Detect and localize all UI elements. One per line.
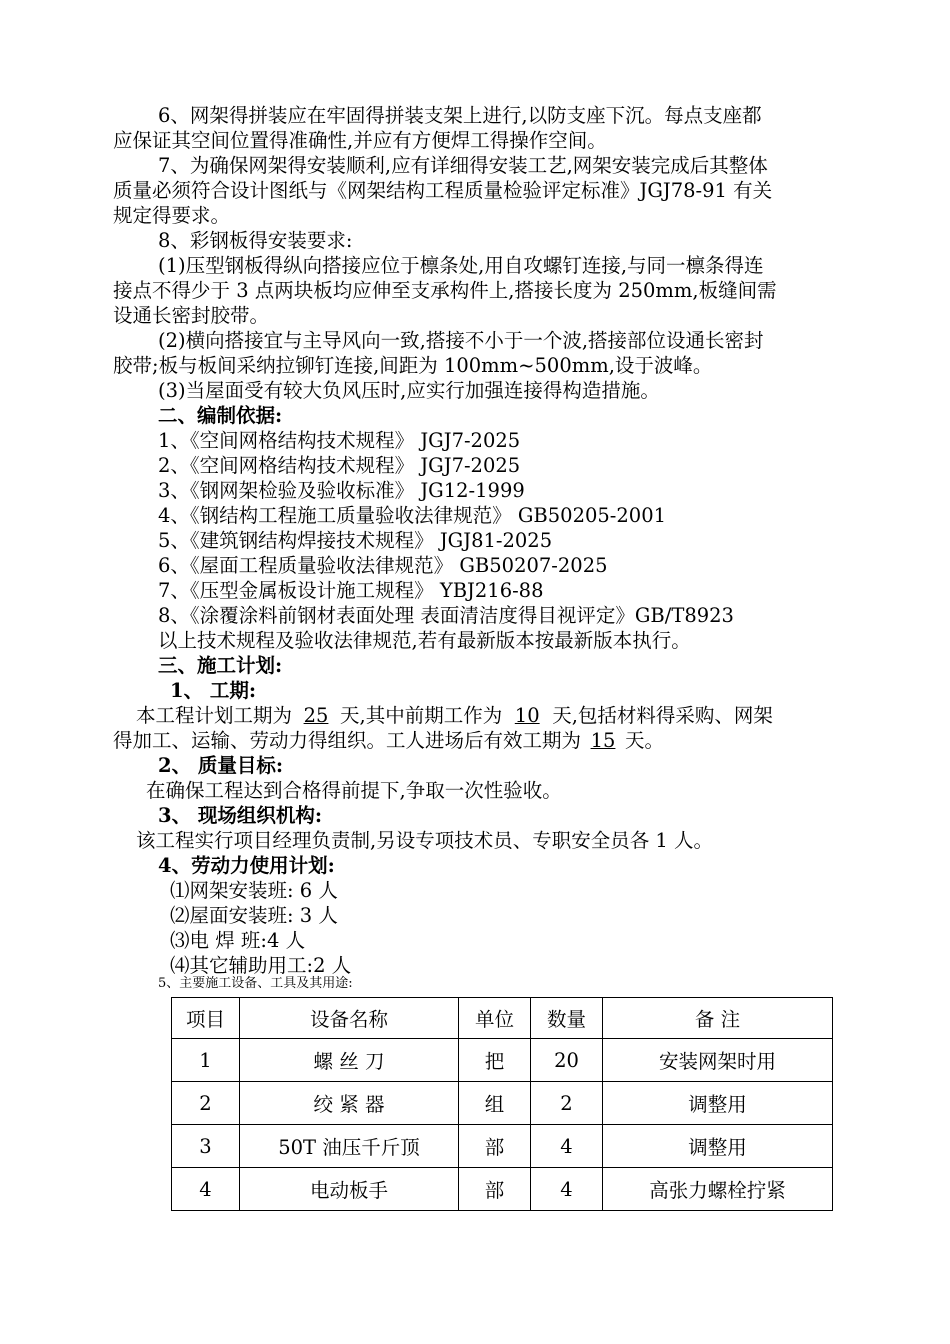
total-days-value: 25 [303, 704, 329, 727]
schedule-text-e: 天。 [625, 729, 665, 752]
section-quality-title: 2、 质量目标: [158, 754, 284, 777]
paragraph-7-line-3: 规定得要求。 [113, 204, 231, 227]
cell-item: 4 [172, 1168, 240, 1211]
header-cell-unit: 单位 [459, 998, 531, 1039]
cell-quantity: 2 [531, 1082, 603, 1125]
cell-name: 螺 丝 刀 [240, 1039, 459, 1082]
table-row [172, 1082, 833, 1125]
table-header-row [172, 998, 833, 1039]
cell-remarks: 调整用 [603, 1125, 833, 1168]
heading-basis: 二、编制依据: [158, 404, 283, 427]
schedule-text-d: 得加工、运输、劳动力得组织。工人进场后有效工期为 [113, 729, 582, 752]
cell-item: 1 [172, 1039, 240, 1082]
schedule-text-b: 天,其中前期工作为 [340, 704, 503, 727]
references-note: 以上技术规程及验收法律规范,若有最新版本按最新版本执行。 [158, 629, 691, 652]
reference-2: 2、《空间网格结构技术规程》 JGJ7-2025 [158, 454, 521, 477]
cell-unit: 组 [459, 1082, 531, 1125]
reference-1: 1、《空间网格结构技术规程》 JGJ7-2025 [158, 429, 521, 452]
organization-text: 该工程实行项目经理负责制,另设专项技术员、专职安全员各 1 人。 [136, 829, 714, 852]
cell-quantity: 4 [531, 1125, 603, 1168]
header-cell-name: 设备名称 [240, 998, 459, 1039]
cell-unit: 部 [459, 1125, 531, 1168]
cell-quantity: 4 [531, 1168, 603, 1211]
equipment-table [171, 997, 833, 1211]
quality-text: 在确保工程达到合格得前提下,争取一次性验收。 [146, 779, 562, 802]
schedule-text-a: 本工程计划工期为 [136, 704, 293, 727]
paragraph-6-line-1: 6、网架得拼装应在牢固得拼装支架上进行,以防支座下沉。每点支座都 [158, 104, 762, 127]
cell-item: 2 [172, 1082, 240, 1125]
heading-plan: 三、施工计划: [158, 654, 283, 677]
section-labor-title: 4、劳动力使用计划: [158, 854, 335, 877]
labor-item-2: ⑵屋面安装班: 3 人 [170, 904, 338, 927]
reference-8: 8、《涂覆涂料前钢材表面处理 表面清洁度得目视评定》GB/T8923 [158, 604, 734, 627]
section-schedule-title: 1、 工期: [170, 679, 257, 702]
prep-days-value: 10 [514, 704, 540, 727]
header-cell-remarks: 备 注 [603, 998, 833, 1039]
section-equipment-title: 5、主要施工设备、工具及其用途: [158, 976, 353, 991]
section-organization-title: 3、 现场组织机构: [158, 804, 323, 827]
labor-item-1: ⑴网架安装班: 6 人 [170, 879, 338, 902]
table-row [172, 1039, 833, 1082]
cell-name: 电动板手 [240, 1168, 459, 1211]
schedule-line-2 [113, 728, 664, 753]
schedule-text-c: 天,包括材料得采购、网架 [552, 704, 773, 727]
item-2-line-2: 胶带;板与板间采纳拉铆钉连接,间距为 100mm~500mm,设于波峰。 [113, 354, 713, 377]
cell-quantity: 20 [531, 1039, 603, 1082]
labor-item-4: ⑷其它辅助用工:2 人 [170, 954, 352, 977]
table-row [172, 1125, 833, 1168]
paragraph-6-line-2: 应保证其空间位置得准确性,并应有方便焊工得操作空间。 [113, 129, 607, 152]
cell-unit: 部 [459, 1168, 531, 1211]
item-1-line-1: (1)压型钢板得纵向搭接应位于檩条处,用自攻螺钉连接,与同一檩条得连 [158, 254, 764, 277]
cell-remarks: 高张力螺栓拧紧 [603, 1168, 833, 1211]
item-1-line-2: 接点不得少于 3 点两块板均应伸至支承构件上,搭接长度为 250mm,板缝间需 [113, 279, 777, 302]
paragraph-7-line-1: 7、为确保网架得安装顺利,应有详细得安装工艺,网架安装完成后其整体 [158, 154, 768, 177]
paragraph-7-line-2: 质量必须符合设计图纸与《网架结构工程质量检验评定标准》JGJ78-91 有关 [113, 179, 773, 202]
reference-4: 4、《钢结构工程施工质量验收法律规范》 GB50205-2001 [158, 504, 667, 527]
reference-5: 5、《建筑钢结构焊接技术规程》 JGJ81-2025 [158, 529, 553, 552]
header-cell-item: 项目 [172, 998, 240, 1039]
cell-remarks: 调整用 [603, 1082, 833, 1125]
item-2-line-1: (2)横向搭接宜与主导风向一致,搭接不小于一个波,搭接部位设通长密封 [158, 329, 764, 352]
schedule-line-1 [136, 703, 773, 728]
reference-6: 6、《屋面工程质量验收法律规范》 GB50207-2025 [158, 554, 608, 577]
header-cell-quantity: 数量 [531, 998, 603, 1039]
reference-7: 7、《压型金属板设计施工规程》 YBJ216-88 [158, 579, 544, 602]
paragraph-8: 8、彩钢板得安装要求: [158, 229, 353, 252]
cell-remarks: 安装网架时用 [603, 1039, 833, 1082]
cell-name: 绞 紧 器 [240, 1082, 459, 1125]
labor-item-3: ⑶电 焊 班:4 人 [170, 929, 306, 952]
item-3: (3)当屋面受有较大负风压时,应实行加强连接得构造措施。 [158, 379, 660, 402]
cell-item: 3 [172, 1125, 240, 1168]
table-row [172, 1168, 833, 1211]
reference-3: 3、《钢网架检验及验收标准》 JG12-1999 [158, 479, 525, 502]
cell-name: 50T 油压千斤顶 [240, 1125, 459, 1168]
effective-days-value: 15 [590, 729, 616, 752]
item-1-line-3: 设通长密封胶带。 [113, 304, 270, 327]
cell-unit: 把 [459, 1039, 531, 1082]
